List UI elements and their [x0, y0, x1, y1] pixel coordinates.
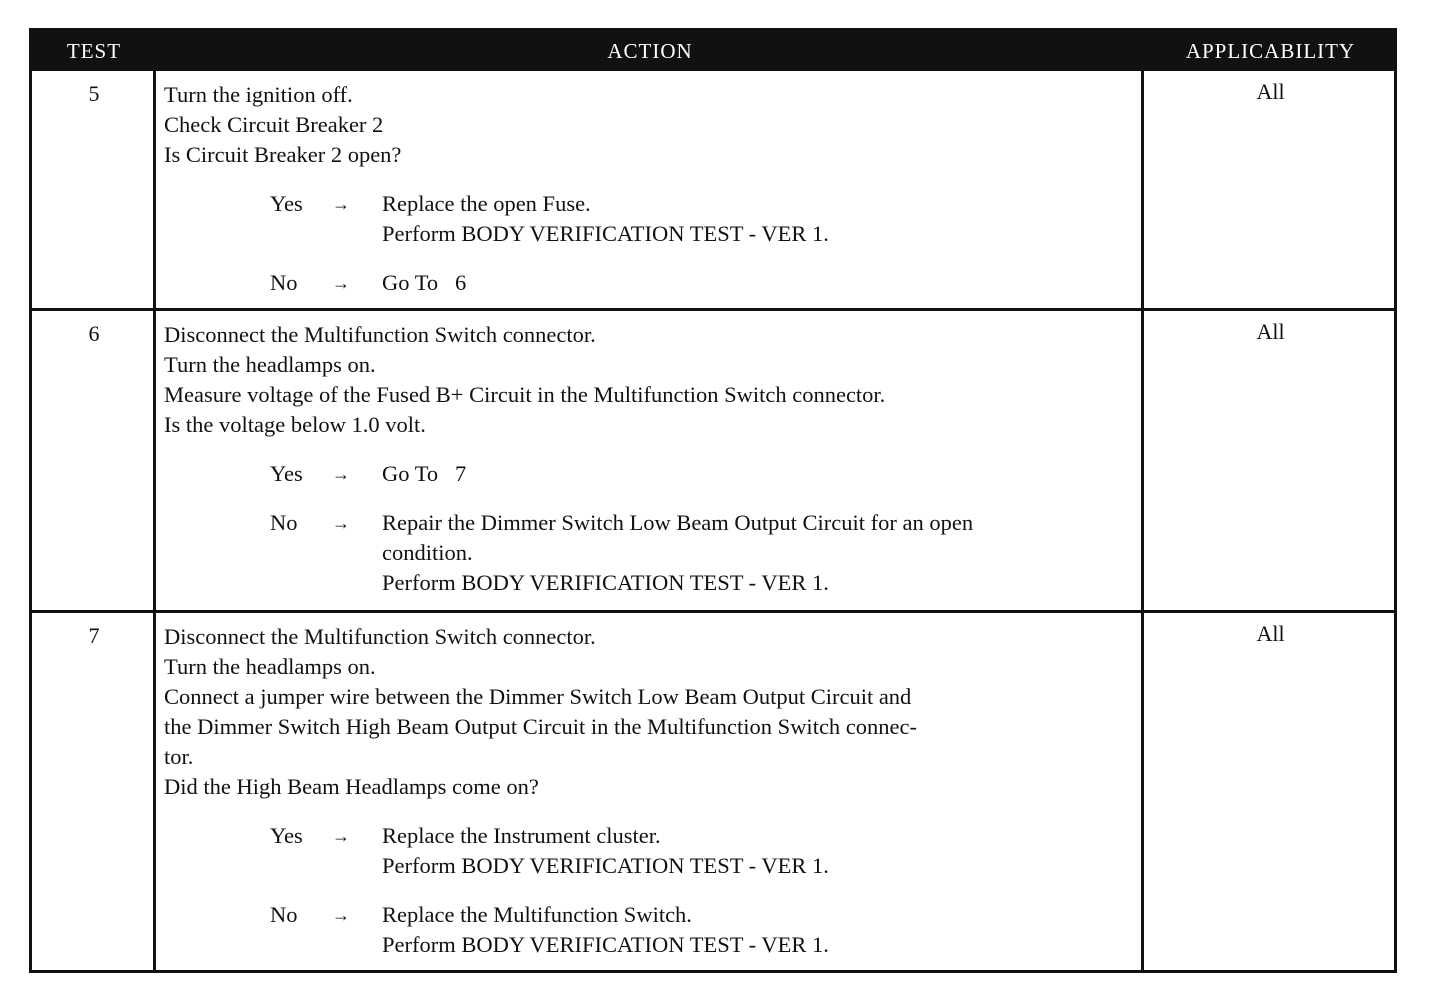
answer-line: Replace the open Fuse. — [382, 191, 591, 216]
applicability-value: All — [1256, 79, 1285, 104]
action-line: Disconnect the Multifunction Switch connector. — [164, 624, 596, 649]
table-row — [32, 71, 1394, 310]
action-line: Connect a jumper wire between the Dimmer Switch Low Beam Output Circuit and — [164, 684, 912, 709]
diagnostic-table — [29, 28, 1397, 973]
action-line: Turn the headlamps on. — [164, 352, 376, 377]
table-row — [32, 311, 1394, 611]
answer-line: Perform BODY VERIFICATION TEST - VER 1. — [382, 570, 829, 595]
test-number: 5 — [88, 81, 100, 106]
action-cell — [164, 320, 1139, 598]
action-line: Measure voltage of the Fused B+ Circuit in the Multifunction Switch connector. — [164, 382, 886, 407]
action-line: Check Circuit Breaker 2 — [164, 112, 384, 137]
yes-branch — [164, 459, 1139, 489]
arrow-icon: → — [332, 194, 350, 214]
action-line: Is Circuit Breaker 2 open? — [164, 142, 402, 167]
action-line: Turn the ignition off. — [164, 82, 353, 107]
header-applicability: APPLICABILITY — [1185, 39, 1356, 63]
arrow-icon: → — [332, 905, 350, 925]
table-header — [32, 31, 1394, 71]
arrow-icon: → — [332, 464, 350, 484]
no-branch — [164, 508, 1139, 598]
test-number: 6 — [88, 321, 100, 346]
answer-line: Repair the Dimmer Switch Low Beam Output Circuit for an open — [382, 510, 974, 535]
no-label: No — [270, 902, 298, 927]
action-line: Turn the headlamps on. — [164, 654, 376, 679]
header-test: TEST — [66, 39, 122, 63]
action-line: Is the voltage below 1.0 volt. — [164, 412, 426, 437]
yes-branch — [164, 189, 1139, 249]
yes-label: Yes — [270, 191, 303, 216]
applicability-value: All — [1256, 621, 1285, 646]
action-line: Did the High Beam Headlamps come on? — [164, 774, 539, 799]
applicability-value: All — [1256, 319, 1285, 344]
no-branch — [164, 900, 1139, 960]
arrow-icon: → — [332, 513, 350, 533]
no-label: No — [270, 270, 298, 295]
answer-line: Perform BODY VERIFICATION TEST - VER 1. — [382, 932, 829, 957]
no-branch — [164, 268, 1139, 298]
arrow-icon: → — [332, 826, 350, 846]
answer-line: Go To 6 — [382, 270, 467, 295]
action-cell — [164, 80, 1139, 298]
test-number: 7 — [88, 623, 100, 648]
answer-line: Perform BODY VERIFICATION TEST - VER 1. — [382, 853, 829, 878]
answer-line: Replace the Instrument cluster. — [382, 823, 661, 848]
table-row — [32, 613, 1394, 970]
answer-line: Replace the Multifunction Switch. — [382, 902, 692, 927]
action-line: tor. — [164, 744, 194, 769]
answer-line: Perform BODY VERIFICATION TEST - VER 1. — [382, 221, 829, 246]
header-action: ACTION — [607, 39, 693, 63]
action-line: the Dimmer Switch High Beam Output Circuit in the Multifunction Switch connec- — [164, 714, 918, 739]
arrow-icon: → — [332, 273, 350, 293]
action-line: Disconnect the Multifunction Switch connector. — [164, 322, 596, 347]
yes-branch — [164, 821, 1139, 881]
action-cell — [164, 622, 1139, 960]
yes-label: Yes — [270, 823, 303, 848]
answer-line: condition. — [382, 540, 473, 565]
yes-label: Yes — [270, 461, 303, 486]
answer-line: Go To 7 — [382, 461, 467, 486]
no-label: No — [270, 510, 298, 535]
